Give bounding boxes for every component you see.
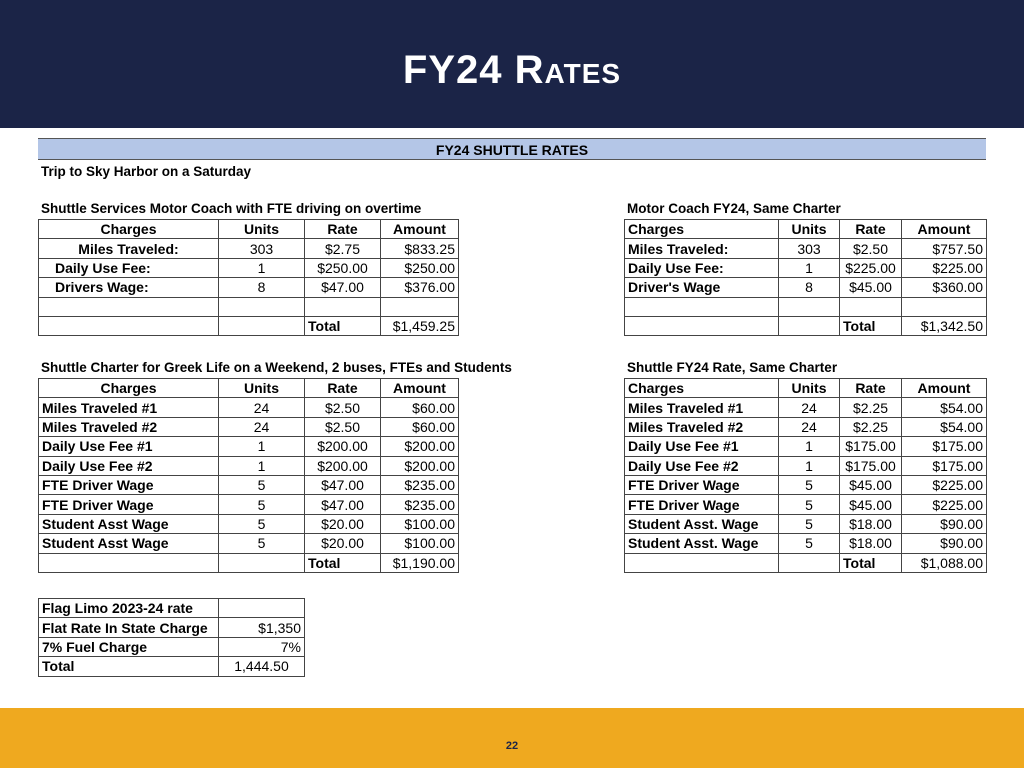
- units-cell: 5: [219, 495, 305, 514]
- header-rate: Rate: [305, 220, 381, 239]
- amount-cell: $360.00: [902, 278, 987, 297]
- amount-cell: $200.00: [381, 456, 459, 475]
- table1-caption: Shuttle Services Motor Coach with FTE driving on overtime: [41, 201, 422, 216]
- rate-cell: $2.50: [840, 239, 902, 258]
- units-cell: 5: [779, 475, 840, 494]
- header-units: Units: [779, 220, 840, 239]
- total-label: Total: [305, 316, 381, 335]
- table-row: [39, 258, 459, 277]
- units-cell: 5: [779, 514, 840, 533]
- units-cell: 24: [219, 417, 305, 436]
- empty-cell: [305, 297, 381, 316]
- shuttle-fy24-table: [624, 378, 987, 573]
- total-value: $1,088.00: [902, 553, 987, 572]
- rate-cell: $47.00: [305, 475, 381, 494]
- header-amount: Amount: [381, 379, 459, 398]
- amount-cell: $235.00: [381, 495, 459, 514]
- trip-label: Trip to Sky Harbor on a Saturday: [41, 164, 252, 179]
- rate-cell: $2.25: [840, 417, 902, 436]
- amount-cell: 7%: [219, 637, 305, 656]
- total-value: $1,342.50: [902, 316, 987, 335]
- total-row: [39, 657, 305, 676]
- table-row: [39, 437, 459, 456]
- units-cell: 5: [219, 534, 305, 553]
- total-value: $1,190.00: [381, 553, 459, 572]
- rate-cell: $200.00: [305, 456, 381, 475]
- table-header-row: [625, 220, 987, 239]
- table-header-row: [39, 379, 459, 398]
- empty-cell: [779, 316, 840, 335]
- table-row: [625, 456, 987, 475]
- amount-cell: $175.00: [902, 437, 987, 456]
- amount-cell: $1,350: [219, 618, 305, 637]
- table3-caption: Shuttle Charter for Greek Life on a Weekend, 2 buses, FTEs and Students: [41, 360, 512, 375]
- rate-cell: $200.00: [305, 437, 381, 456]
- table-row: [625, 495, 987, 514]
- empty-cell: [779, 553, 840, 572]
- table-row: [625, 417, 987, 436]
- amount-cell: $60.00: [381, 398, 459, 417]
- units-cell: 303: [219, 239, 305, 258]
- charge-cell: Student Asst. Wage: [625, 534, 779, 553]
- empty-cell: [625, 297, 779, 316]
- charge-cell: Daily Use Fee:: [39, 258, 219, 277]
- amount-cell: $200.00: [381, 437, 459, 456]
- amount-cell: $225.00: [902, 258, 987, 277]
- empty-cell: [902, 297, 987, 316]
- charge-cell: FTE Driver Wage: [625, 495, 779, 514]
- empty-cell: [625, 553, 779, 572]
- amount-cell: $54.00: [902, 398, 987, 417]
- charge-cell: Miles Traveled:: [39, 239, 219, 258]
- units-cell: 24: [219, 398, 305, 417]
- table-row: [39, 495, 459, 514]
- empty-cell: [39, 553, 219, 572]
- motor-coach-fte-table: [38, 219, 459, 336]
- charge-cell: Drivers Wage:: [39, 278, 219, 297]
- table-row: [39, 534, 459, 553]
- header-units: Units: [779, 379, 840, 398]
- header-amount: Amount: [381, 220, 459, 239]
- units-cell: 5: [779, 534, 840, 553]
- limo-title: Flag Limo 2023-24 rate: [39, 599, 219, 618]
- total-label: Total: [39, 657, 219, 676]
- table-header-row: [625, 379, 987, 398]
- empty-cell: [219, 553, 305, 572]
- table2-caption: Motor Coach FY24, Same Charter: [627, 201, 841, 216]
- charge-cell: Student Asst Wage: [39, 514, 219, 533]
- header-units: Units: [219, 220, 305, 239]
- rate-cell: $45.00: [840, 278, 902, 297]
- total-row: [39, 316, 459, 335]
- amount-cell: $225.00: [902, 495, 987, 514]
- table-row: [625, 475, 987, 494]
- rate-cell: $175.00: [840, 456, 902, 475]
- rate-cell: $175.00: [840, 437, 902, 456]
- total-value: $1,459.25: [381, 316, 459, 335]
- amount-cell: $60.00: [381, 417, 459, 436]
- table-row: [39, 398, 459, 417]
- slide-title: FY24 Rates: [402, 48, 622, 92]
- rate-cell: $2.50: [305, 417, 381, 436]
- rate-cell: $45.00: [840, 495, 902, 514]
- rate-cell: $2.50: [305, 398, 381, 417]
- empty-cell: [219, 599, 305, 618]
- units-cell: 8: [219, 278, 305, 297]
- units-cell: 1: [219, 258, 305, 277]
- table-row: [39, 637, 305, 656]
- charge-cell: FTE Driver Wage: [625, 475, 779, 494]
- empty-cell: [779, 297, 840, 316]
- table-header-row: [39, 220, 459, 239]
- table-row: [625, 534, 987, 553]
- charge-cell: FTE Driver Wage: [39, 475, 219, 494]
- charge-cell: Miles Traveled #2: [625, 417, 779, 436]
- table-row: [39, 618, 305, 637]
- greek-life-charter-table: [38, 378, 459, 573]
- units-cell: 1: [779, 258, 840, 277]
- table-row: [625, 437, 987, 456]
- empty-cell: [219, 316, 305, 335]
- table-row: [625, 278, 987, 297]
- amount-cell: $54.00: [902, 417, 987, 436]
- rate-cell: $18.00: [840, 514, 902, 533]
- amount-cell: $90.00: [902, 514, 987, 533]
- header-charges: Charges: [625, 220, 779, 239]
- header-rate: Rate: [840, 220, 902, 239]
- shuttle-rates-banner: FY24 SHUTTLE RATES: [38, 138, 986, 160]
- amount-cell: $100.00: [381, 514, 459, 533]
- header-rate: Rate: [840, 379, 902, 398]
- header-amount: Amount: [902, 220, 987, 239]
- table-row: [625, 514, 987, 533]
- header-charges: Charges: [39, 220, 219, 239]
- table-header-row: [39, 599, 305, 618]
- units-cell: 1: [219, 456, 305, 475]
- charge-cell: Miles Traveled #1: [625, 398, 779, 417]
- header-charges: Charges: [625, 379, 779, 398]
- rate-cell: $45.00: [840, 475, 902, 494]
- rate-cell: $2.75: [305, 239, 381, 258]
- table-row: [39, 417, 459, 436]
- empty-cell: [39, 297, 219, 316]
- table-row: [39, 514, 459, 533]
- amount-cell: $833.25: [381, 239, 459, 258]
- rate-cell: $20.00: [305, 534, 381, 553]
- units-cell: 1: [779, 437, 840, 456]
- charge-cell: Daily Use Fee #2: [625, 456, 779, 475]
- empty-cell: [219, 297, 305, 316]
- rate-cell: $18.00: [840, 534, 902, 553]
- charge-cell: Daily Use Fee #1: [39, 437, 219, 456]
- charge-cell: Miles Traveled #2: [39, 417, 219, 436]
- amount-cell: $376.00: [381, 278, 459, 297]
- amount-cell: $235.00: [381, 475, 459, 494]
- rate-cell: $20.00: [305, 514, 381, 533]
- header-units: Units: [219, 379, 305, 398]
- total-label: Total: [305, 553, 381, 572]
- header-amount: Amount: [902, 379, 987, 398]
- total-label: Total: [840, 553, 902, 572]
- total-value: 1,444.50: [219, 657, 305, 676]
- motor-coach-fy24-table: [624, 219, 987, 336]
- table-row: [39, 456, 459, 475]
- table-row: [39, 278, 459, 297]
- total-label: Total: [840, 316, 902, 335]
- amount-cell: $225.00: [902, 475, 987, 494]
- table4-caption: Shuttle FY24 Rate, Same Charter: [627, 360, 838, 375]
- amount-cell: $175.00: [902, 456, 987, 475]
- charge-cell: FTE Driver Wage: [39, 495, 219, 514]
- rate-cell: $47.00: [305, 278, 381, 297]
- charge-cell: Daily Use Fee #2: [39, 456, 219, 475]
- rate-cell: $47.00: [305, 495, 381, 514]
- header-rate: Rate: [305, 379, 381, 398]
- charge-cell: Student Asst. Wage: [625, 514, 779, 533]
- charge-cell: Miles Traveled #1: [39, 398, 219, 417]
- empty-cell: [625, 316, 779, 335]
- charge-cell: Daily Use Fee:: [625, 258, 779, 277]
- table-row: [625, 398, 987, 417]
- amount-cell: $100.00: [381, 534, 459, 553]
- total-row: [625, 553, 987, 572]
- total-row: [39, 553, 459, 572]
- amount-cell: $90.00: [902, 534, 987, 553]
- amount-cell: $757.50: [902, 239, 987, 258]
- charge-cell: Flat Rate In State Charge: [39, 618, 219, 637]
- units-cell: 8: [779, 278, 840, 297]
- table-row: [39, 239, 459, 258]
- charge-cell: Miles Traveled:: [625, 239, 779, 258]
- units-cell: 5: [219, 475, 305, 494]
- charge-cell: Student Asst Wage: [39, 534, 219, 553]
- charge-cell: 7% Fuel Charge: [39, 637, 219, 656]
- charge-cell: Driver's Wage: [625, 278, 779, 297]
- units-cell: 24: [779, 417, 840, 436]
- empty-cell: [381, 297, 459, 316]
- table-row: [625, 239, 987, 258]
- empty-cell: [840, 297, 902, 316]
- units-cell: 5: [779, 495, 840, 514]
- units-cell: 1: [219, 437, 305, 456]
- units-cell: 24: [779, 398, 840, 417]
- charge-cell: Daily Use Fee #1: [625, 437, 779, 456]
- units-cell: 1: [779, 456, 840, 475]
- empty-cell: [39, 316, 219, 335]
- rate-cell: $250.00: [305, 258, 381, 277]
- amount-cell: $250.00: [381, 258, 459, 277]
- table-row: [625, 297, 987, 316]
- flag-limo-table: [38, 598, 305, 677]
- units-cell: 303: [779, 239, 840, 258]
- footer-bar: [0, 708, 1024, 768]
- table-row: [625, 258, 987, 277]
- page-number: 22: [505, 740, 519, 752]
- rate-cell: $2.25: [840, 398, 902, 417]
- total-row: [625, 316, 987, 335]
- table-row: [39, 297, 459, 316]
- units-cell: 5: [219, 514, 305, 533]
- rate-cell: $225.00: [840, 258, 902, 277]
- header-charges: Charges: [39, 379, 219, 398]
- table-row: [39, 475, 459, 494]
